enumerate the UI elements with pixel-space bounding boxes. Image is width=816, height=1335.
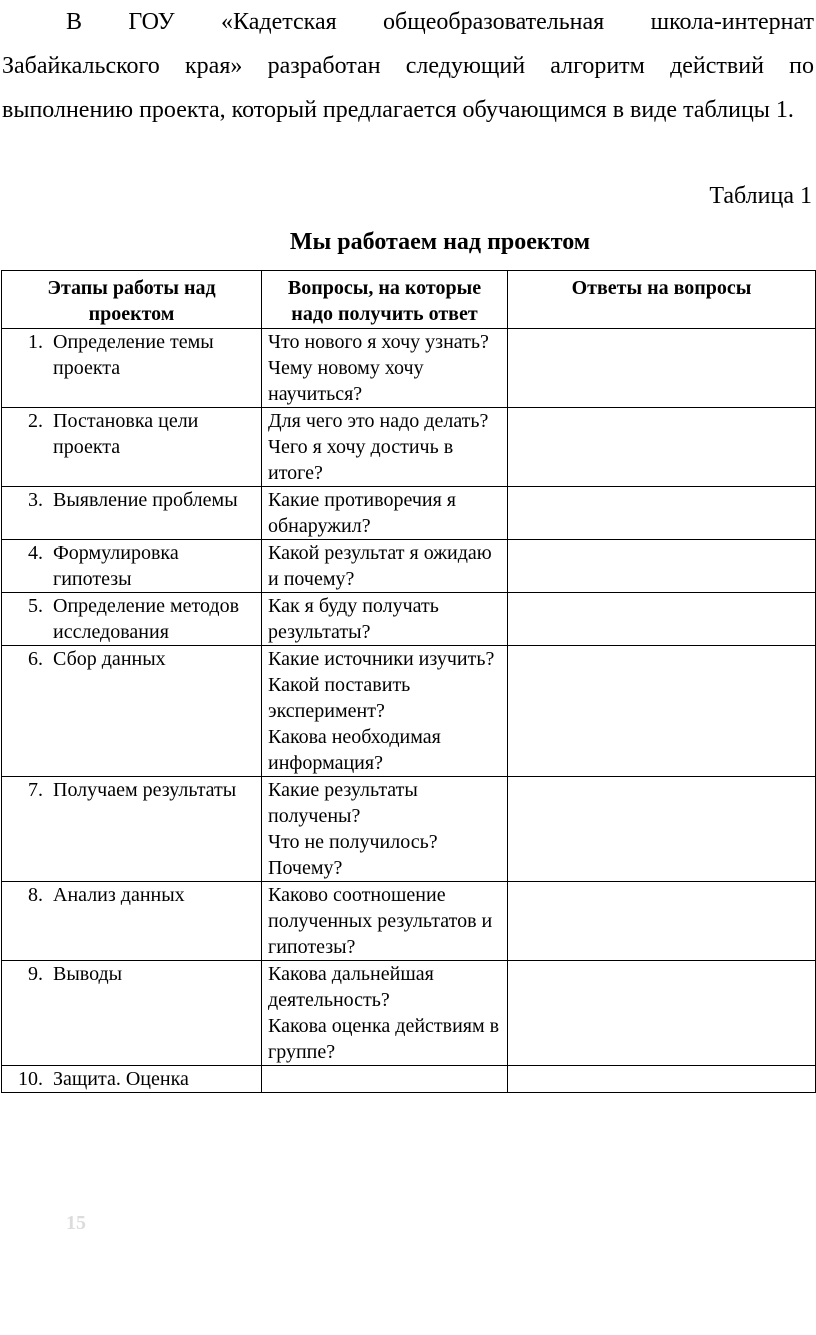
question-text: Какой результат я ожидаю и почему? xyxy=(268,542,492,590)
question-text: Какова оценка действиям в группе? xyxy=(268,1015,500,1063)
stage-item xyxy=(8,329,255,381)
stage-number: 10. xyxy=(18,1068,43,1090)
table-row xyxy=(2,540,816,593)
stage-name: Анализ данных xyxy=(53,884,185,906)
stage-cell xyxy=(2,646,262,777)
answer-cell xyxy=(508,961,816,1066)
table-row xyxy=(2,329,816,408)
questions-cell xyxy=(262,593,508,646)
answer-cell xyxy=(508,487,816,540)
questions-cell xyxy=(262,882,508,961)
question-text: Как я буду получать результаты? xyxy=(268,595,439,643)
stage-name: Сбор данных xyxy=(53,648,166,670)
question-text: Какой поставить эксперимент? xyxy=(268,674,411,722)
answer-cell xyxy=(508,882,816,961)
stage-cell xyxy=(2,882,262,961)
stage-item xyxy=(8,961,255,987)
stage-name: Защита. Оценка xyxy=(53,1068,189,1090)
question-text: Какие источники изучить? xyxy=(268,648,495,670)
answer-cell xyxy=(508,1066,816,1093)
table-header-row xyxy=(2,271,816,329)
questions-cell xyxy=(262,408,508,487)
stage-number: 6. xyxy=(28,648,43,670)
table-row xyxy=(2,1066,816,1093)
questions-cell xyxy=(262,540,508,593)
table-title: Мы работаем над проектом xyxy=(289,229,591,255)
answer-cell xyxy=(508,329,816,408)
question-text: Какова необходимая информация? xyxy=(268,726,441,774)
stage-cell xyxy=(2,540,262,593)
stage-name: Формулировка гипотезы xyxy=(53,542,179,590)
question-text: Какова дальнейшая деятельность? xyxy=(268,963,434,1011)
stage-item xyxy=(8,777,255,803)
questions-cell xyxy=(262,961,508,1066)
table-row xyxy=(2,777,816,882)
questions-cell xyxy=(262,777,508,882)
stage-name: Постановка цели проекта xyxy=(53,410,199,458)
stage-number: 7. xyxy=(28,779,43,801)
header-stages: Этапы работы над проектом xyxy=(2,271,262,329)
stage-name: Определение темы проекта xyxy=(53,331,214,379)
answer-cell xyxy=(508,408,816,487)
answer-cell xyxy=(508,646,816,777)
stage-item xyxy=(8,408,255,460)
question-text: Для чего это надо делать? xyxy=(268,410,489,432)
questions-cell xyxy=(262,646,508,777)
stage-number: 9. xyxy=(28,963,43,985)
stage-cell xyxy=(2,961,262,1066)
stage-cell xyxy=(2,777,262,882)
table-row xyxy=(2,487,816,540)
questions-cell xyxy=(262,1066,508,1093)
stage-name: Определение методов исследования xyxy=(53,595,240,643)
question-text: Какие противоречия я обнаружил? xyxy=(268,489,456,537)
table-row xyxy=(2,882,816,961)
stage-number: 5. xyxy=(28,595,43,617)
stage-name: Выводы xyxy=(53,963,123,985)
answer-cell xyxy=(508,593,816,646)
stage-number: 1. xyxy=(28,331,43,353)
stage-item xyxy=(8,882,255,908)
stage-name: Выявление проблемы xyxy=(53,489,238,511)
stage-item xyxy=(8,593,255,645)
table-row xyxy=(2,408,816,487)
question-text: Чего я хочу достичь в итоге? xyxy=(268,436,454,484)
stage-name: Получаем результаты xyxy=(53,779,237,801)
stage-item xyxy=(8,646,255,672)
stage-number: 3. xyxy=(28,489,43,511)
table-row xyxy=(2,961,816,1066)
stage-cell xyxy=(2,329,262,408)
questions-cell xyxy=(262,487,508,540)
project-stages-table xyxy=(1,270,816,1093)
page-number: 15 xyxy=(66,1212,86,1234)
question-text: Чему новому хочу научиться? xyxy=(268,357,424,405)
header-questions: Вопросы, на которые надо получить ответ xyxy=(262,271,508,329)
stage-number: 8. xyxy=(28,884,43,906)
table-body xyxy=(2,329,816,1093)
intro-paragraph: В ГОУ «Кадетская общеобразовательная школа-интернат Забайкальского края» разработан следующий алгоритм действий по выполнению проекта, который предлагается обучающимся в виде таблицы 1. xyxy=(2,9,814,123)
stage-cell xyxy=(2,408,262,487)
stage-item xyxy=(8,487,255,513)
stage-cell xyxy=(2,487,262,540)
stage-item xyxy=(8,540,255,592)
table-caption: Таблица 1 xyxy=(709,183,812,209)
answer-cell xyxy=(508,540,816,593)
table-row xyxy=(2,593,816,646)
stage-item xyxy=(8,1066,255,1092)
question-text: Каково соотношение полученных результатов и гипотезы? xyxy=(268,884,493,958)
stage-cell xyxy=(2,1066,262,1093)
question-text: Какие результаты получены? xyxy=(268,779,418,827)
question-text: Что не получилось? Почему? xyxy=(268,831,438,879)
stage-number: 4. xyxy=(28,542,43,564)
questions-cell xyxy=(262,329,508,408)
answer-cell xyxy=(508,777,816,882)
question-text: Что нового я хочу узнать? xyxy=(268,331,489,353)
stage-cell xyxy=(2,593,262,646)
table-row xyxy=(2,646,816,777)
stage-number: 2. xyxy=(28,410,43,432)
header-answers: Ответы на вопросы xyxy=(508,271,816,329)
